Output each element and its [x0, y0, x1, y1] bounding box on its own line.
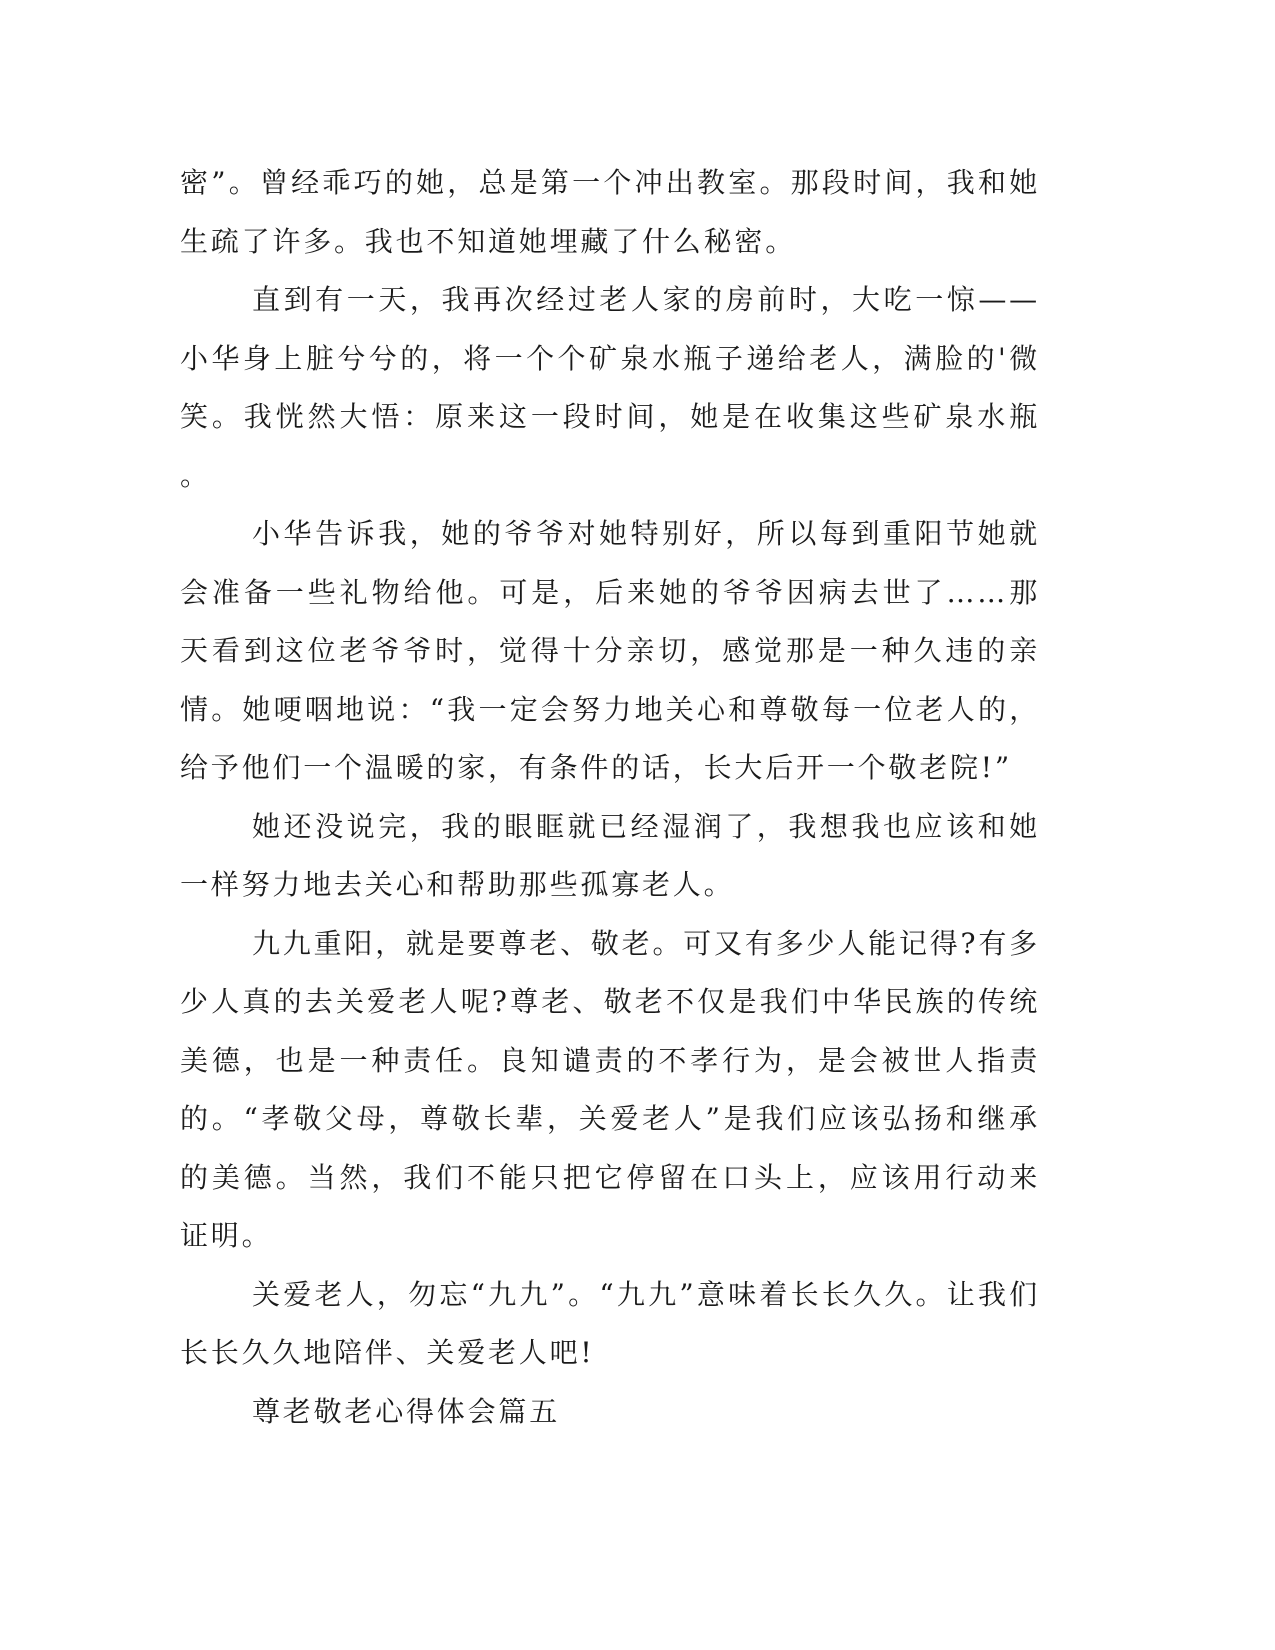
paragraph-3: 小华告诉我，她的爷爷对她特别好，所以每到重阳节她就会准备一些礼物给他。可是，后来她的爷爷因病去世了……那天看到这位老爷爷时，觉得十分亲切，感觉那是一种久违的亲情。她哽咽地说：“我一定会努力地关心和尊敬每一位老人的，给予他们一个温暖的家，有条件的话，长大后开一个敬老院!”: [180, 517, 1040, 784]
paragraph-6: 关爱老人，勿忘“九九”。“九九”意味着长长久久。让我们长长久久地陪伴、关爱老人吧!: [180, 1277, 1040, 1369]
paragraph-4: 她还没说完，我的眼眶就已经湿润了，我想我也应该和她一样努力地去关心和帮助那些孤寡老人。: [180, 809, 1040, 901]
paragraph-5: 九九重阳，就是要尊老、敬老。可又有多少人能记得?有多少人真的去关爱老人呢?尊老、敬老不仅是我们中华民族的传统美德，也是一种责任。良知谴责的不孝行为，是会被世人指责的。“孝敬父母，尊敬长辈，关爱老人”是我们应该弘扬和继承的美德。当然，我们不能只把它停留在口头上，应该用行动来证明。: [180, 926, 1040, 1252]
paragraph-2: 直到有一天，我再次经过老人家的房前时，大吃一惊——小华身上脏兮兮的，将一个个矿泉水瓶子递给老人，满脸的'微笑。我恍然大悟：原来这一段时间，她是在收集这些矿泉水瓶。: [180, 283, 1040, 492]
section-heading: 尊老敬老心得体会篇五: [252, 1394, 561, 1428]
document-page: [180, 154, 1040, 1441]
paragraph-1: 密”。曾经乖巧的她，总是第一个冲出教室。那段时间，我和她生疏了许多。我也不知道她埋藏了什么秘密。: [180, 166, 1040, 258]
